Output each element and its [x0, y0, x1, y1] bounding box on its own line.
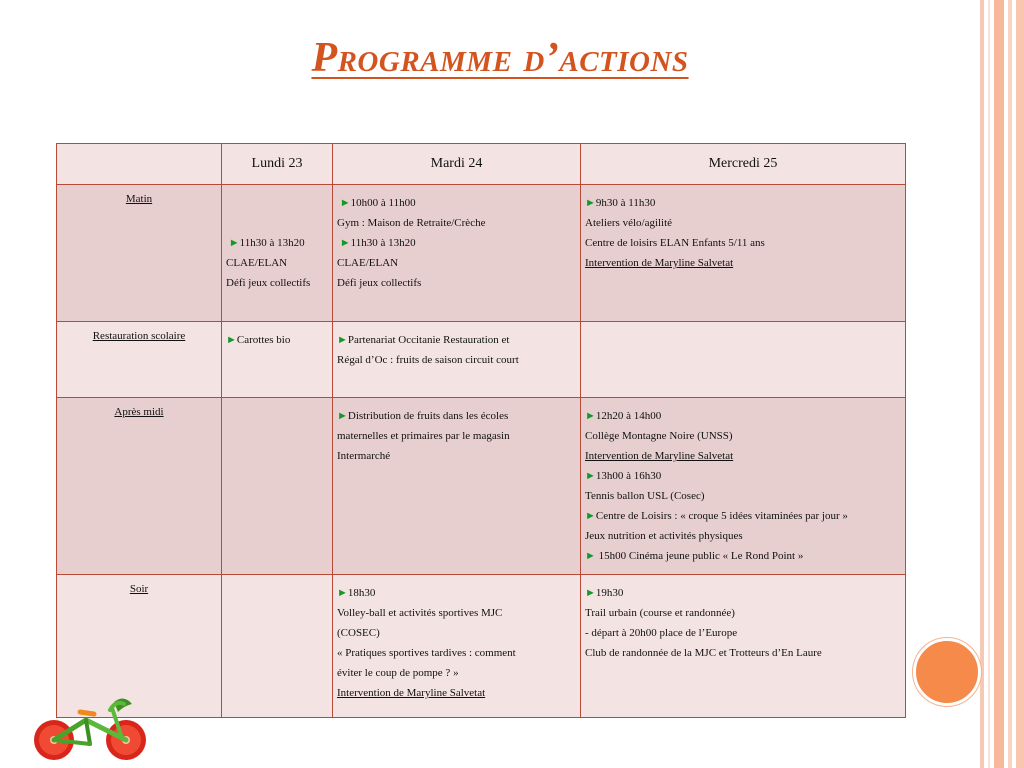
header-empty: [57, 144, 222, 185]
decorative-stripes: [978, 0, 1024, 768]
list-item: Jeux nutrition et activités physiques: [585, 530, 743, 542]
cell-lundi: [222, 575, 333, 718]
cell-mercredi: [581, 398, 906, 575]
cell-mercredi: [581, 322, 906, 398]
table-row-soir: [57, 575, 906, 718]
cell-mercredi: [581, 575, 906, 718]
schedule-table: [56, 143, 906, 718]
list-item: (COSEC): [337, 627, 380, 639]
stripe: [980, 0, 984, 768]
list-item: Trail urbain (course et randonnée): [585, 607, 735, 619]
table-row-restauration: [57, 322, 906, 398]
list-item: ►13h00 à 16h30: [585, 470, 662, 482]
cell-mercredi: [581, 185, 906, 322]
cell-lundi: [222, 322, 333, 398]
list-item: ►10h00 à 11h00: [339, 197, 416, 209]
list-item: Intervention de Maryline Salvetat: [585, 450, 734, 462]
page-title: Programme d’actions: [311, 35, 689, 81]
list-item: ►Distribution de fruits dans les écoles: [337, 410, 509, 422]
stripe: [988, 0, 990, 768]
list-item: ►9h30 à 11h30: [585, 197, 656, 209]
list-item: ►Carottes bio: [226, 334, 291, 346]
list-item: maternelles et primaires par le magasin: [337, 430, 510, 442]
row-label: Après midi: [57, 398, 222, 575]
list-item: « Pratiques sportives tardives : comment: [337, 647, 516, 659]
list-item: Défi jeux collectifs: [337, 277, 422, 289]
list-item: CLAE/ELAN: [337, 257, 399, 269]
list-item: Ateliers vélo/agilité: [585, 217, 673, 229]
table-row-matin: [57, 185, 906, 322]
list-item: ►12h20 à 14h00: [585, 410, 662, 422]
stripe: [1016, 0, 1024, 768]
list-item: Centre de loisirs ELAN Enfants 5/11 ans: [585, 237, 765, 249]
cell-mardi: [333, 575, 581, 718]
cell-lundi: [222, 185, 333, 322]
cell-lundi: [222, 398, 333, 575]
list-item: ► 15h00 Cinéma jeune public « Le Rond Point »: [585, 550, 804, 562]
list-item: ►19h30: [585, 587, 624, 599]
vegetable-bicycle-icon: [30, 688, 150, 768]
row-label: Matin: [57, 185, 222, 322]
list-item: ►11h30 à 13h20: [228, 237, 305, 249]
header-row: [57, 144, 906, 185]
list-item: ►11h30 à 13h20: [339, 237, 416, 249]
list-item: Intervention de Maryline Salvetat: [337, 687, 486, 699]
list-item: Volley-ball et activités sportives MJC: [337, 607, 503, 619]
cell-mardi: [333, 322, 581, 398]
header-lundi: Lundi 23: [222, 144, 333, 185]
header-mercredi: Mercredi 25: [581, 144, 906, 185]
list-item: Collège Montagne Noire (UNSS): [585, 430, 733, 442]
list-item: Tennis ballon USL (Cosec): [585, 490, 705, 502]
stripe: [1008, 0, 1012, 768]
orange-circle-decoration: [913, 638, 981, 706]
list-item: CLAE/ELAN: [226, 257, 288, 269]
list-item: ►Centre de Loisirs : « croque 5 idées vitaminées par jour »: [585, 510, 848, 522]
list-item: Club de randonnée de la MJC et Trotteurs d’En Laure: [585, 647, 822, 659]
list-item: Intermarché: [337, 450, 391, 462]
list-item: Défi jeux collectifs: [226, 277, 311, 289]
cell-mardi: [333, 185, 581, 322]
cell-mardi: [333, 398, 581, 575]
list-item: Régal d’Oc : fruits de saison circuit court: [337, 354, 519, 366]
list-item: - départ à 20h00 place de l’Europe: [585, 627, 738, 639]
list-item: ►18h30: [337, 587, 376, 599]
row-label: Soir: [57, 575, 222, 718]
stripe: [994, 0, 1004, 768]
list-item: Gym : Maison de Retraite/Crèche: [337, 217, 486, 229]
table-row-apres-midi: [57, 398, 906, 575]
list-item: éviter le coup de pompe ? »: [337, 667, 459, 679]
list-item: ►Partenariat Occitanie Restauration et: [337, 334, 510, 346]
header-mardi: Mardi 24: [333, 144, 581, 185]
list-item: Intervention de Maryline Salvetat: [585, 257, 734, 269]
row-label: Restauration scolaire: [57, 322, 222, 398]
